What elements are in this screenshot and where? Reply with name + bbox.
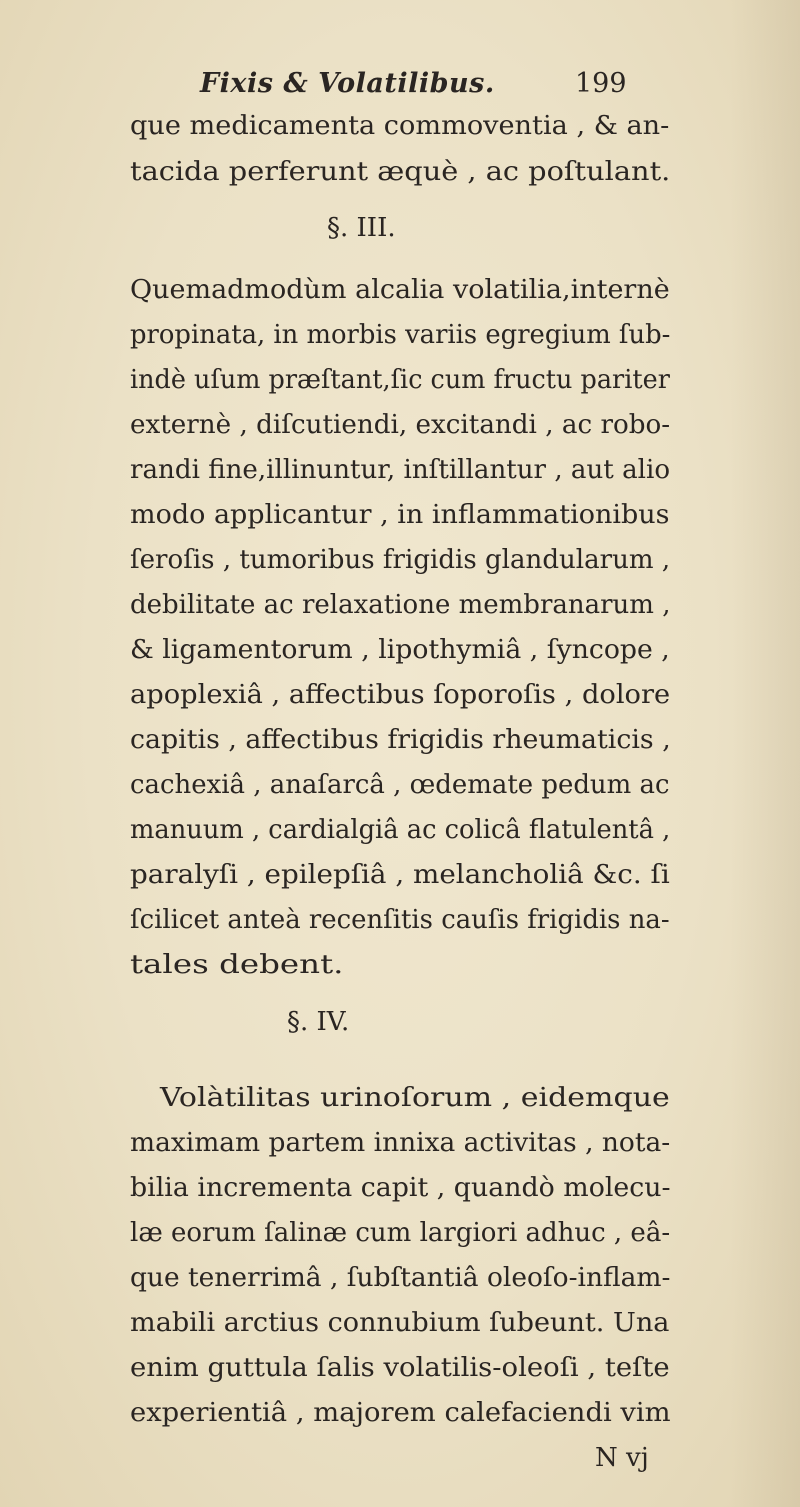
text-line: manuum , cardialgiâ ac colicâ flatulentâ , (130, 815, 671, 845)
text-line: enim guttula ſalis volatilis-oleoſi , teſte (130, 1353, 670, 1383)
text-line: debilitate ac relaxatione membranarum , (130, 590, 671, 620)
text-line: maximam partem innixa activitas , nota- (130, 1128, 671, 1158)
text-line: ſeroſis , tumoribus frigidis glandularum , (130, 545, 671, 575)
text-line: propinata, in morbis variis egregium ſub- (130, 320, 671, 350)
text-line: apoplexiâ , affectibus ſoporoſis , dolore (130, 680, 671, 710)
page-number: 199 (575, 68, 627, 99)
text-line: capitis , affectibus frigidis rheumaticis , (130, 725, 671, 755)
text-line: externè , diſcutiendi, excitandi , ac robo- (130, 410, 671, 440)
text-line: tacida perferunt æquè , ac poſtulant. (130, 157, 671, 187)
text-line: ſcilicet anteà recenſitis cauſis frigidis na- (130, 905, 670, 935)
page-fold-shadow (730, 0, 800, 1507)
section-heading-four: §. IV. (287, 1007, 350, 1037)
text-line: bilia incrementa capit , quandò molecu- (130, 1173, 671, 1203)
text-line: mabili arctius connubium ſubeunt. Una (130, 1308, 670, 1338)
text-line: que medicamenta commoventia , & an- (130, 111, 670, 141)
section-heading-three: §. III. (327, 213, 396, 243)
text-line: cachexiâ , anaſarcâ , œdemate pedum ac (130, 770, 670, 800)
text-line: indè uſum præſtant,ſic cum fructu pariter (130, 365, 670, 395)
text-line: tales debent. (130, 950, 344, 980)
page-header (200, 68, 680, 108)
running-title: Fixis & Volatilibus. (200, 68, 495, 99)
text-line: & ligamentorum , lipothymiâ , ſyncope , (130, 635, 670, 665)
text-line: experientiâ , majorem calefaciendi vim (130, 1398, 671, 1428)
text-line: Quemadmodùm alcalia volatilia,internè (130, 275, 670, 305)
text-line: modo applicantur , in inflammationibus (130, 500, 670, 530)
catchword: N vj (595, 1443, 649, 1473)
text-line: Volàtilitas urinoſorum , eidemque (160, 1083, 670, 1113)
text-line: paralyſi , epilepſiâ , melancholiâ &c. ſi (130, 860, 670, 890)
text-line: que tenerrimâ , ſubſtantiâ oleoſo-inflam- (130, 1263, 671, 1293)
text-line: læ eorum ſalinæ cum largiori adhuc , eâ- (130, 1218, 671, 1248)
text-line: randi fine,illinuntur, inſtillantur , aut alio (130, 455, 671, 485)
